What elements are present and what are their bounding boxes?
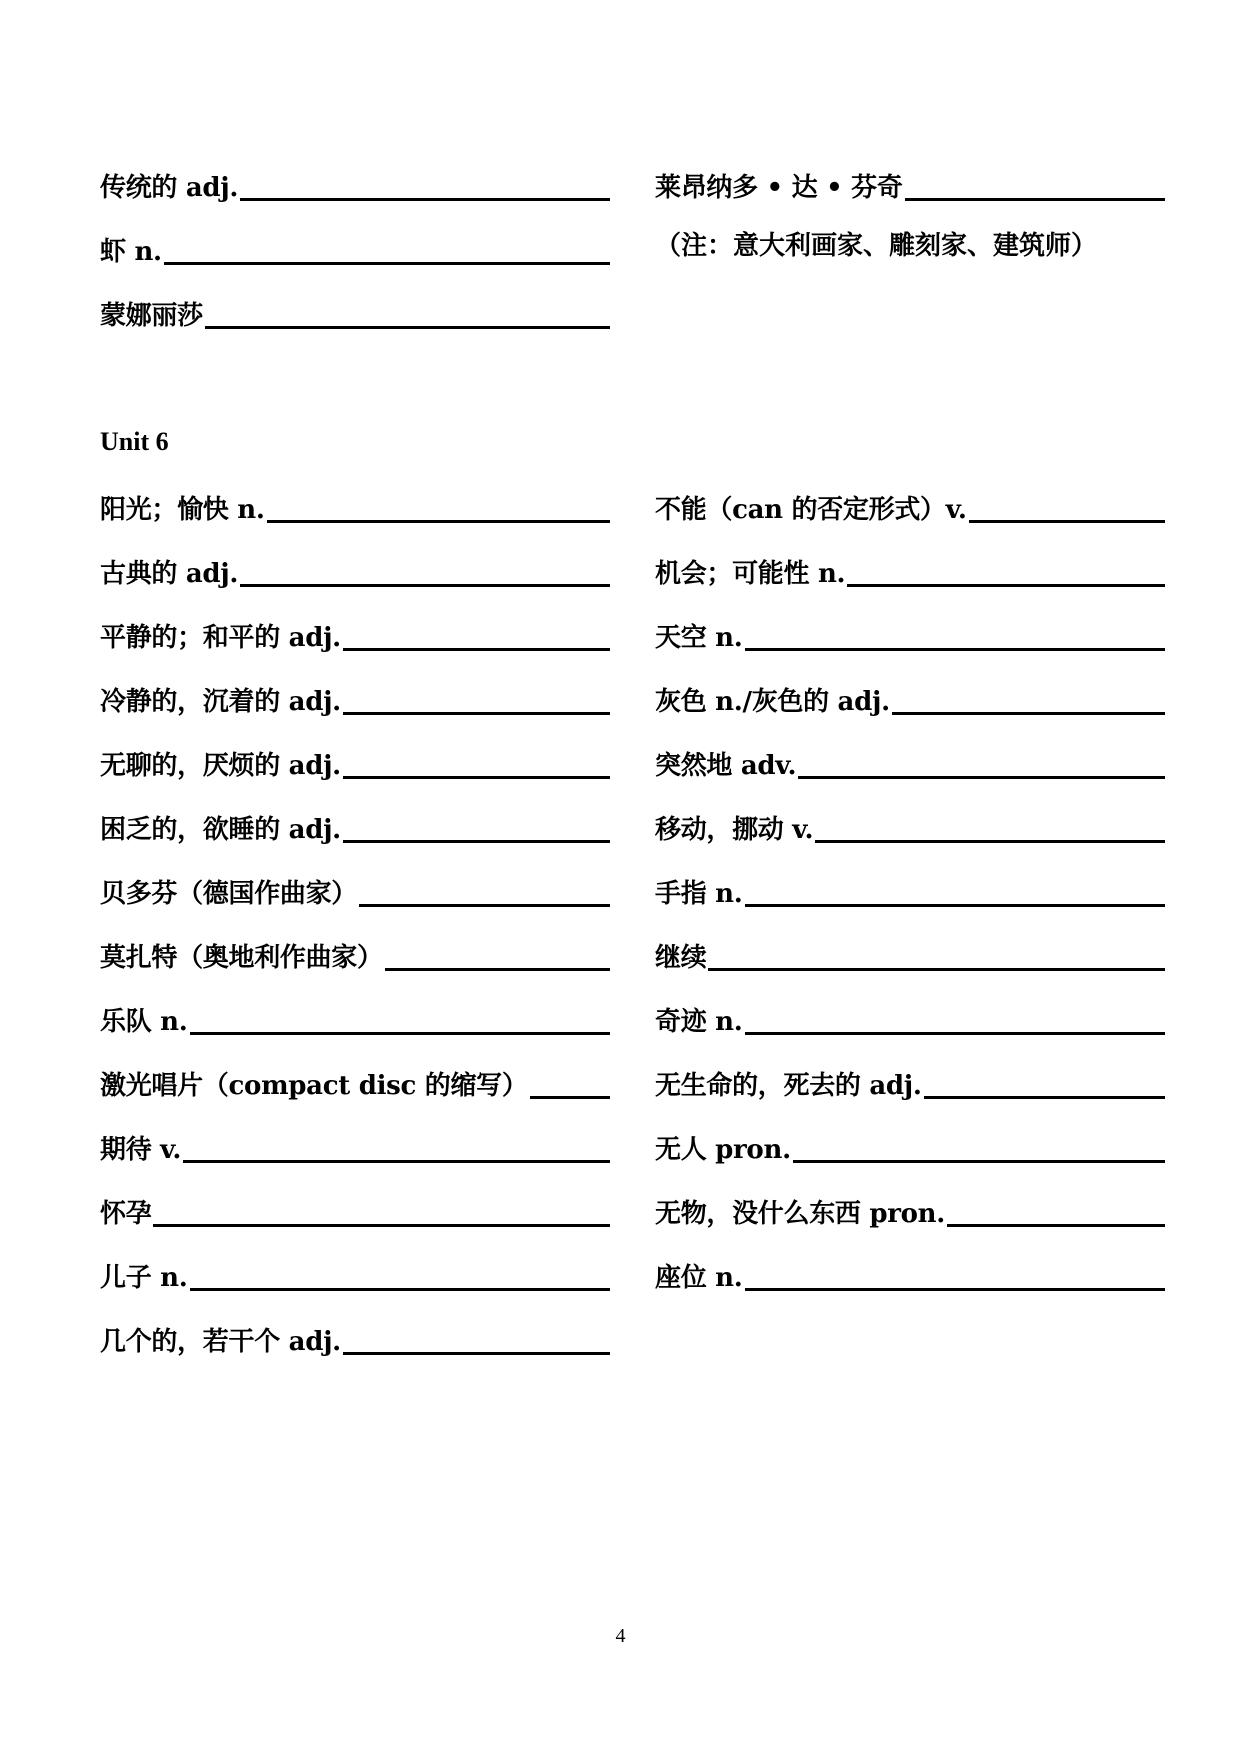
vocab-item — [100, 999, 610, 1039]
answer-blank[interactable] — [164, 262, 610, 265]
vocab-item — [655, 1255, 1165, 1295]
vocab-item — [655, 871, 1165, 911]
vocab-item — [100, 1127, 610, 1167]
vocab-item — [655, 1063, 1165, 1103]
answer-blank[interactable] — [343, 648, 610, 651]
vocab-prompt: 几个的，若干个 adj. — [100, 1327, 341, 1357]
answer-blank[interactable] — [343, 776, 610, 779]
answer-blank[interactable] — [183, 1160, 610, 1163]
vocab-item — [100, 165, 610, 205]
answer-blank[interactable] — [745, 648, 1165, 651]
vocab-prompt: 莱昂纳多 • 达 • 芬奇 — [655, 173, 903, 203]
answer-blank[interactable] — [793, 1160, 1165, 1163]
vocab-prompt: 蒙娜丽莎 — [100, 301, 203, 331]
answer-blank[interactable] — [798, 776, 1165, 779]
answer-blank[interactable] — [815, 840, 1165, 843]
vocab-prompt: 座位 n. — [655, 1263, 743, 1293]
vocab-item — [100, 293, 610, 333]
vocab-prompt: 传统的 adj. — [100, 173, 239, 203]
answer-blank[interactable] — [708, 968, 1165, 971]
answer-blank[interactable] — [745, 904, 1165, 907]
vocab-item — [655, 551, 1165, 591]
vocab-item — [100, 1255, 610, 1295]
answer-blank[interactable] — [745, 1288, 1165, 1291]
vocab-prompt: 贝多芬（德国作曲家） — [100, 879, 358, 909]
vocab-prompt: 奇迹 n. — [655, 1007, 743, 1037]
answer-blank[interactable] — [892, 712, 1165, 715]
answer-blank[interactable] — [153, 1224, 610, 1227]
vocab-prompt: 不能（can 的否定形式）v. — [655, 495, 967, 525]
answer-blank[interactable] — [240, 584, 610, 587]
vocab-prompt: 乐队 n. — [100, 1007, 188, 1037]
vocab-prompt: 无生命的，死去的 adj. — [655, 1071, 922, 1101]
vocab-item — [655, 1127, 1165, 1167]
vocab-item — [655, 743, 1165, 783]
answer-blank[interactable] — [343, 712, 610, 715]
vocab-prompt: 移动，挪动 v. — [655, 815, 814, 845]
vocab-item — [100, 551, 610, 591]
unit-heading: Unit 6 — [100, 427, 169, 456]
vocab-item — [655, 615, 1165, 655]
answer-blank[interactable] — [745, 1032, 1165, 1035]
vocab-prompt: 无人 pron. — [655, 1135, 791, 1165]
vocab-item — [655, 999, 1165, 1039]
answer-blank[interactable] — [905, 198, 1165, 201]
vocab-item — [100, 1191, 610, 1231]
answer-blank[interactable] — [385, 968, 610, 971]
vocab-note: （注：意大利画家、雕刻家、建筑师） — [655, 231, 1098, 261]
vocab-prompt: 手指 n. — [655, 879, 743, 909]
answer-blank[interactable] — [190, 1032, 610, 1035]
vocab-item — [100, 1063, 610, 1103]
vocab-prompt: 困乏的，欲睡的 adj. — [100, 815, 341, 845]
vocab-item — [655, 935, 1165, 975]
vocab-item — [100, 1319, 610, 1359]
vocab-prompt: 无物，没什么东西 pron. — [655, 1199, 946, 1229]
vocab-prompt: 期待 v. — [100, 1135, 182, 1165]
vocab-prompt: 继续 — [655, 943, 707, 973]
vocab-item — [655, 1191, 1165, 1231]
vocab-prompt: 莫扎特（奥地利作曲家） — [100, 943, 383, 973]
answer-blank[interactable] — [947, 1224, 1165, 1227]
vocab-item — [655, 679, 1165, 719]
vocab-prompt: 怀孕 — [100, 1199, 152, 1229]
vocab-prompt: 虾 n. — [100, 237, 162, 267]
vocab-prompt: 古典的 adj. — [100, 559, 239, 589]
vocab-item — [655, 487, 1165, 527]
answer-blank[interactable] — [359, 904, 610, 907]
answer-blank[interactable] — [969, 520, 1165, 523]
answer-blank[interactable] — [924, 1096, 1165, 1099]
answer-blank[interactable] — [267, 520, 610, 523]
vocab-item — [100, 807, 610, 847]
vocab-prompt: 平静的；和平的 adj. — [100, 623, 341, 653]
vocab-prompt: 机会；可能性 n. — [655, 559, 846, 589]
vocab-item — [100, 487, 610, 527]
vocab-prompt: 灰色 n./灰色的 adj. — [655, 687, 890, 717]
vocab-prompt: 突然地 adv. — [655, 751, 797, 781]
answer-blank[interactable] — [343, 1352, 610, 1355]
vocab-item — [100, 871, 610, 911]
vocab-item — [655, 165, 1165, 205]
page-number: 4 — [615, 1625, 626, 1647]
vocab-item — [100, 935, 610, 975]
vocab-item — [100, 229, 610, 269]
vocab-item — [100, 679, 610, 719]
vocab-prompt: 天空 n. — [655, 623, 743, 653]
vocab-prompt: 无聊的，厌烦的 adj. — [100, 751, 341, 781]
vocab-item — [655, 807, 1165, 847]
answer-blank[interactable] — [530, 1096, 610, 1099]
answer-blank[interactable] — [240, 198, 610, 201]
vocab-prompt: 激光唱片（compact disc 的缩写） — [100, 1071, 528, 1101]
answer-blank[interactable] — [205, 326, 610, 329]
vocab-item — [100, 615, 610, 655]
vocab-prompt: 冷静的，沉着的 adj. — [100, 687, 341, 717]
answer-blank[interactable] — [190, 1288, 610, 1291]
answer-blank[interactable] — [343, 840, 610, 843]
vocab-item — [100, 743, 610, 783]
answer-blank[interactable] — [847, 584, 1165, 587]
vocab-prompt: 阳光；愉快 n. — [100, 495, 265, 525]
vocab-prompt: 儿子 n. — [100, 1263, 188, 1293]
